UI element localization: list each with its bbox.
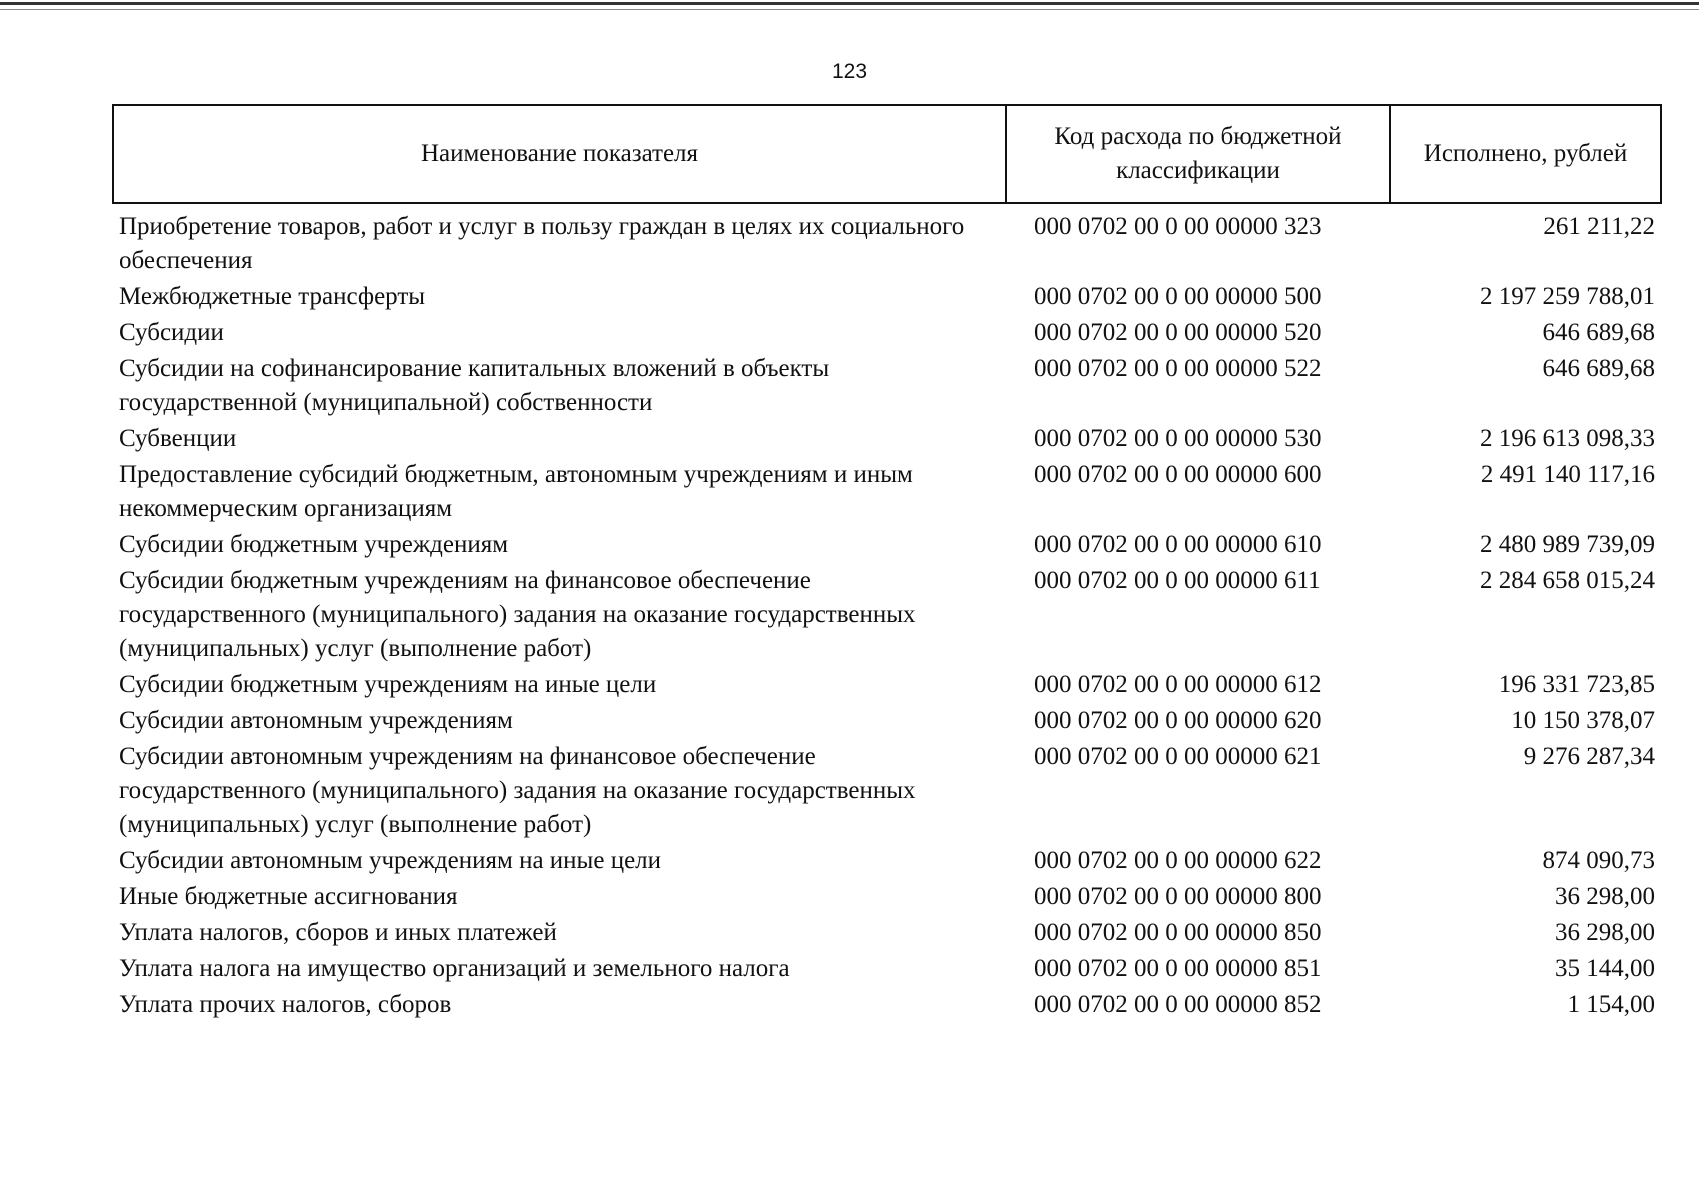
- table-row: [113, 527, 1661, 563]
- row-name: Предоставление субсидий бюджетным, автономным учреждениям и иным некоммерческим организациям: [119, 461, 913, 522]
- table-row: [113, 667, 1661, 703]
- row-code: 000 0702 00 0 00 00000 852: [1034, 991, 1322, 1018]
- row-name: Иные бюджетные ассигнования: [119, 883, 458, 910]
- row-name: Уплата налога на имущество организаций и земельного налога: [119, 955, 790, 982]
- row-name: Субсидии бюджетным учреждениям на иные цели: [119, 671, 657, 698]
- row-code: 000 0702 00 0 00 00000 622: [1034, 847, 1322, 874]
- table-row: [113, 203, 1661, 279]
- row-code: 000 0702 00 0 00 00000 600: [1034, 461, 1322, 488]
- row-name: Приобретение товаров, работ и услуг в пользу граждан в целях их социального обеспечения: [119, 213, 965, 274]
- row-amount: 646 689,68: [1542, 355, 1655, 382]
- row-code: 000 0702 00 0 00 00000 610: [1034, 531, 1322, 558]
- row-code: 000 0702 00 0 00 00000 522: [1034, 355, 1322, 382]
- row-amount: 9 276 287,34: [1523, 743, 1655, 770]
- row-code: 000 0702 00 0 00 00000 611: [1034, 567, 1321, 594]
- row-amount: 10 150 378,07: [1511, 707, 1655, 734]
- row-name: Субсидии: [119, 319, 224, 346]
- row-name: Субсидии автономным учреждениям на иные цели: [119, 847, 662, 874]
- row-amount: 2 196 613 098,33: [1480, 425, 1655, 452]
- table-row: [113, 987, 1661, 1023]
- table-header-row: [113, 105, 1661, 203]
- table-row: [113, 279, 1661, 315]
- row-amount: 2 197 259 788,01: [1480, 283, 1655, 310]
- row-amount: 2 491 140 117,16: [1480, 461, 1655, 488]
- row-code: 000 0702 00 0 00 00000 530: [1034, 425, 1322, 452]
- row-code: 000 0702 00 0 00 00000 851: [1034, 955, 1322, 982]
- row-amount: 35 144,00: [1555, 955, 1655, 982]
- table-body: [113, 203, 1661, 1023]
- row-name: Субсидии на софинансирование капитальных вложений в объекты государственной (муниципальной) собственности: [119, 355, 830, 416]
- row-name: Межбюджетные трансферты: [119, 283, 426, 310]
- row-code: 000 0702 00 0 00 00000 850: [1034, 919, 1322, 946]
- table-row: [113, 457, 1661, 527]
- row-amount: 1 154,00: [1567, 991, 1655, 1018]
- table-row: [113, 739, 1661, 843]
- row-name: Субсидии автономным учреждениям на финансовое обеспечение государственного (муниципального) задания на оказание государственных (муниципальных) услуг (выполнение работ): [119, 743, 916, 838]
- row-amount: 196 331 723,85: [1498, 671, 1655, 698]
- header-executed-amount: Исполнено, рублей: [1390, 105, 1661, 203]
- budget-execution-table: [112, 104, 1662, 1023]
- row-code: 000 0702 00 0 00 00000 620: [1034, 707, 1322, 734]
- top-border-line: [0, 2, 1699, 5]
- table-row: [113, 879, 1661, 915]
- row-name: Уплата прочих налогов, сборов: [119, 991, 452, 1018]
- row-code: 000 0702 00 0 00 00000 800: [1034, 883, 1322, 910]
- row-name: Субсидии бюджетным учреждениям: [119, 531, 509, 558]
- header-indicator-name: Наименование показателя: [113, 105, 1006, 203]
- row-amount: 261 211,22: [1543, 213, 1655, 240]
- row-name: Уплата налогов, сборов и иных платежей: [119, 919, 557, 946]
- table-row: [113, 351, 1661, 421]
- row-code: 000 0702 00 0 00 00000 612: [1034, 671, 1322, 698]
- row-amount: 2 480 989 739,09: [1480, 531, 1655, 558]
- row-code: 000 0702 00 0 00 00000 621: [1034, 743, 1322, 770]
- row-amount: 646 689,68: [1542, 319, 1655, 346]
- page-number: 123: [831, 60, 868, 83]
- row-name: Субсидии бюджетным учреждениям на финансовое обеспечение государственного (муниципального) задания на оказание государственных (муниципальных) услуг (выполнение работ): [119, 567, 916, 662]
- table-row: [113, 421, 1661, 457]
- table-row: [113, 843, 1661, 879]
- row-code: 000 0702 00 0 00 00000 500: [1034, 283, 1322, 310]
- table-row: [113, 915, 1661, 951]
- table-row: [113, 315, 1661, 351]
- row-amount: 2 284 658 015,24: [1480, 567, 1655, 594]
- row-name: Субвенции: [119, 425, 237, 452]
- row-code: 000 0702 00 0 00 00000 323: [1034, 213, 1322, 240]
- table-row: [113, 951, 1661, 987]
- row-amount: 36 298,00: [1555, 919, 1655, 946]
- row-code: 000 0702 00 0 00 00000 520: [1034, 319, 1322, 346]
- row-name: Субсидии автономным учреждениям: [119, 707, 513, 734]
- table-row: [113, 703, 1661, 739]
- row-amount: 874 090,73: [1542, 847, 1655, 874]
- top-border-line-thin: [0, 9, 1699, 10]
- row-amount: 36 298,00: [1555, 883, 1655, 910]
- header-expense-code: Код расхода по бюджетной классификации: [1006, 105, 1390, 203]
- table-row: [113, 563, 1661, 667]
